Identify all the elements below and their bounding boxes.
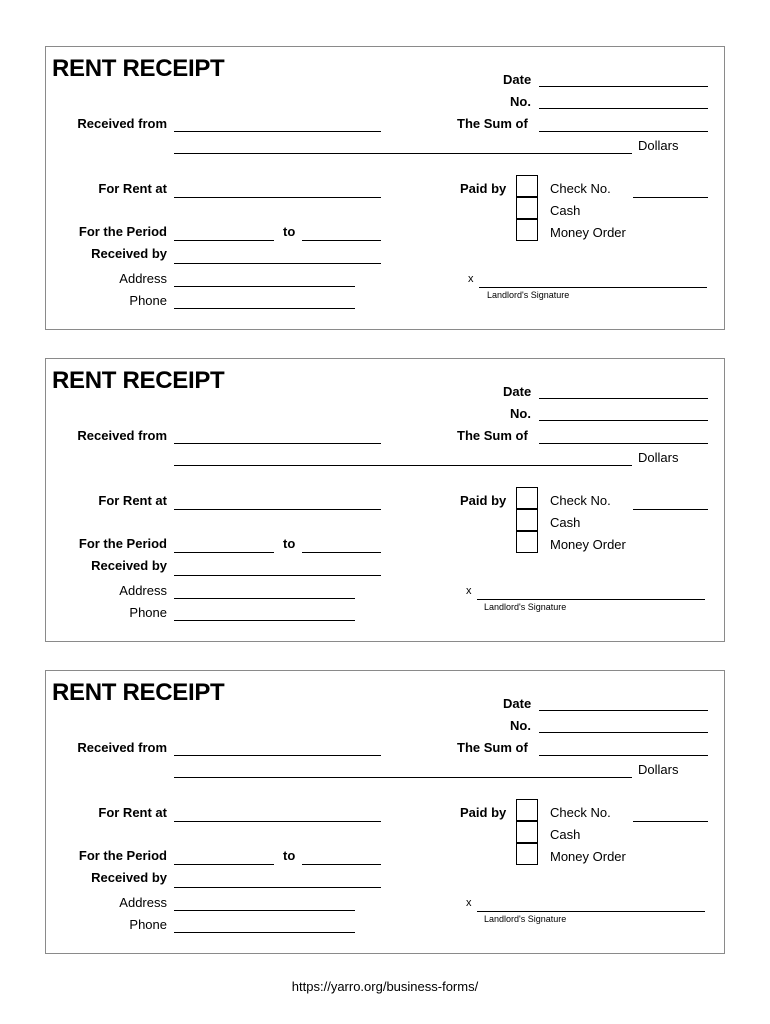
signature-x-label: x bbox=[466, 897, 472, 909]
period-end-field[interactable] bbox=[302, 240, 381, 241]
money-order-label: Money Order bbox=[550, 225, 626, 240]
rent-receipt-1 bbox=[45, 46, 725, 330]
received-by-field[interactable] bbox=[174, 263, 381, 264]
cash-checkbox[interactable] bbox=[516, 821, 538, 843]
cash-checkbox[interactable] bbox=[516, 509, 538, 531]
date-label: Date bbox=[503, 72, 532, 87]
money-order-checkbox[interactable] bbox=[516, 531, 538, 553]
address-field[interactable] bbox=[174, 286, 355, 287]
for-rent-field[interactable] bbox=[174, 509, 381, 510]
sum-label: The Sum of bbox=[457, 116, 528, 131]
period-start-field[interactable] bbox=[174, 240, 274, 241]
dollars-label: Dollars bbox=[638, 138, 679, 153]
receipt-title: RENT RECEIPT bbox=[52, 367, 225, 394]
check-no-label: Check No. bbox=[550, 493, 611, 508]
phone-label: Phone bbox=[129, 605, 167, 620]
period-start-field[interactable] bbox=[174, 552, 274, 553]
period-start-field[interactable] bbox=[174, 864, 274, 865]
check-checkbox[interactable] bbox=[516, 175, 538, 197]
date-field[interactable] bbox=[539, 398, 708, 399]
no-label: No. bbox=[510, 718, 531, 733]
sum-label: The Sum of bbox=[457, 428, 528, 443]
dollars-label: Dollars bbox=[638, 450, 679, 465]
period-label: For the Period bbox=[78, 848, 167, 863]
number-field[interactable] bbox=[539, 108, 708, 109]
for-rent-field[interactable] bbox=[174, 821, 381, 822]
check-no-field[interactable] bbox=[633, 509, 708, 510]
phone-field[interactable] bbox=[174, 308, 355, 309]
period-end-field[interactable] bbox=[302, 864, 381, 865]
phone-label: Phone bbox=[129, 293, 167, 308]
check-no-label: Check No. bbox=[550, 805, 611, 820]
cash-label: Cash bbox=[550, 515, 581, 530]
phone-field[interactable] bbox=[174, 620, 355, 621]
phone-field[interactable] bbox=[174, 932, 355, 933]
cash-label: Cash bbox=[550, 827, 581, 842]
rent-receipt-2 bbox=[45, 358, 725, 642]
cash-label: Cash bbox=[550, 203, 581, 218]
to-label: to bbox=[283, 224, 296, 239]
sum-words-field[interactable] bbox=[174, 777, 632, 778]
check-no-field[interactable] bbox=[633, 197, 708, 198]
check-checkbox[interactable] bbox=[516, 799, 538, 821]
sum-field[interactable] bbox=[539, 131, 708, 132]
no-label: No. bbox=[510, 94, 531, 109]
receipt-title: RENT RECEIPT bbox=[52, 55, 225, 82]
address-field[interactable] bbox=[174, 910, 355, 911]
date-label: Date bbox=[503, 696, 532, 711]
check-no-label: Check No. bbox=[550, 181, 611, 196]
received-by-field[interactable] bbox=[174, 575, 381, 576]
address-field[interactable] bbox=[174, 598, 355, 599]
receipt-title: RENT RECEIPT bbox=[52, 679, 225, 706]
received-from-label: Received from bbox=[77, 116, 167, 131]
received-by-label: Received by bbox=[91, 558, 167, 573]
period-end-field[interactable] bbox=[302, 552, 381, 553]
address-label: Address bbox=[119, 271, 167, 286]
to-label: to bbox=[283, 848, 296, 863]
cash-checkbox[interactable] bbox=[516, 197, 538, 219]
landlord-signature-label: Landlord's Signature bbox=[484, 602, 567, 612]
received-from-label: Received from bbox=[77, 740, 167, 755]
phone-label: Phone bbox=[129, 917, 167, 932]
for-rent-label: For Rent at bbox=[98, 181, 167, 196]
landlord-signature-label: Landlord's Signature bbox=[487, 290, 570, 300]
received-from-field[interactable] bbox=[174, 131, 381, 132]
sum-words-field[interactable] bbox=[174, 153, 632, 154]
signature-x-label: x bbox=[466, 585, 472, 597]
money-order-checkbox[interactable] bbox=[516, 219, 538, 241]
landlord-signature-label: Landlord's Signature bbox=[484, 914, 567, 924]
sum-field[interactable] bbox=[539, 755, 708, 756]
check-no-field[interactable] bbox=[633, 821, 708, 822]
address-label: Address bbox=[119, 895, 167, 910]
date-field[interactable] bbox=[539, 86, 708, 87]
landlord-signature-field[interactable] bbox=[477, 599, 705, 600]
received-by-label: Received by bbox=[91, 870, 167, 885]
received-by-field[interactable] bbox=[174, 887, 381, 888]
sum-field[interactable] bbox=[539, 443, 708, 444]
signature-x-label: x bbox=[468, 273, 474, 285]
received-from-field[interactable] bbox=[174, 755, 381, 756]
for-rent-label: For Rent at bbox=[98, 805, 167, 820]
number-field[interactable] bbox=[539, 420, 708, 421]
received-from-label: Received from bbox=[77, 428, 167, 443]
money-order-label: Money Order bbox=[550, 849, 626, 864]
landlord-signature-field[interactable] bbox=[479, 287, 707, 288]
period-label: For the Period bbox=[78, 536, 167, 551]
to-label: to bbox=[283, 536, 296, 551]
no-label: No. bbox=[510, 406, 531, 421]
for-rent-label: For Rent at bbox=[98, 493, 167, 508]
period-label: For the Period bbox=[78, 224, 167, 239]
rent-receipt-3 bbox=[45, 670, 725, 954]
number-field[interactable] bbox=[539, 732, 708, 733]
for-rent-field[interactable] bbox=[174, 197, 381, 198]
received-from-field[interactable] bbox=[174, 443, 381, 444]
check-checkbox[interactable] bbox=[516, 487, 538, 509]
address-label: Address bbox=[119, 583, 167, 598]
sum-words-field[interactable] bbox=[174, 465, 632, 466]
money-order-checkbox[interactable] bbox=[516, 843, 538, 865]
money-order-label: Money Order bbox=[550, 537, 626, 552]
paid-by-label: Paid by bbox=[460, 181, 507, 196]
date-field[interactable] bbox=[539, 710, 708, 711]
dollars-label: Dollars bbox=[638, 762, 679, 777]
received-by-label: Received by bbox=[91, 246, 167, 261]
paid-by-label: Paid by bbox=[460, 493, 507, 508]
date-label: Date bbox=[503, 384, 532, 399]
landlord-signature-field[interactable] bbox=[477, 911, 705, 912]
paid-by-label: Paid by bbox=[460, 805, 507, 820]
sum-label: The Sum of bbox=[457, 740, 528, 755]
footer-url: https://yarro.org/business-forms/ bbox=[291, 979, 479, 994]
